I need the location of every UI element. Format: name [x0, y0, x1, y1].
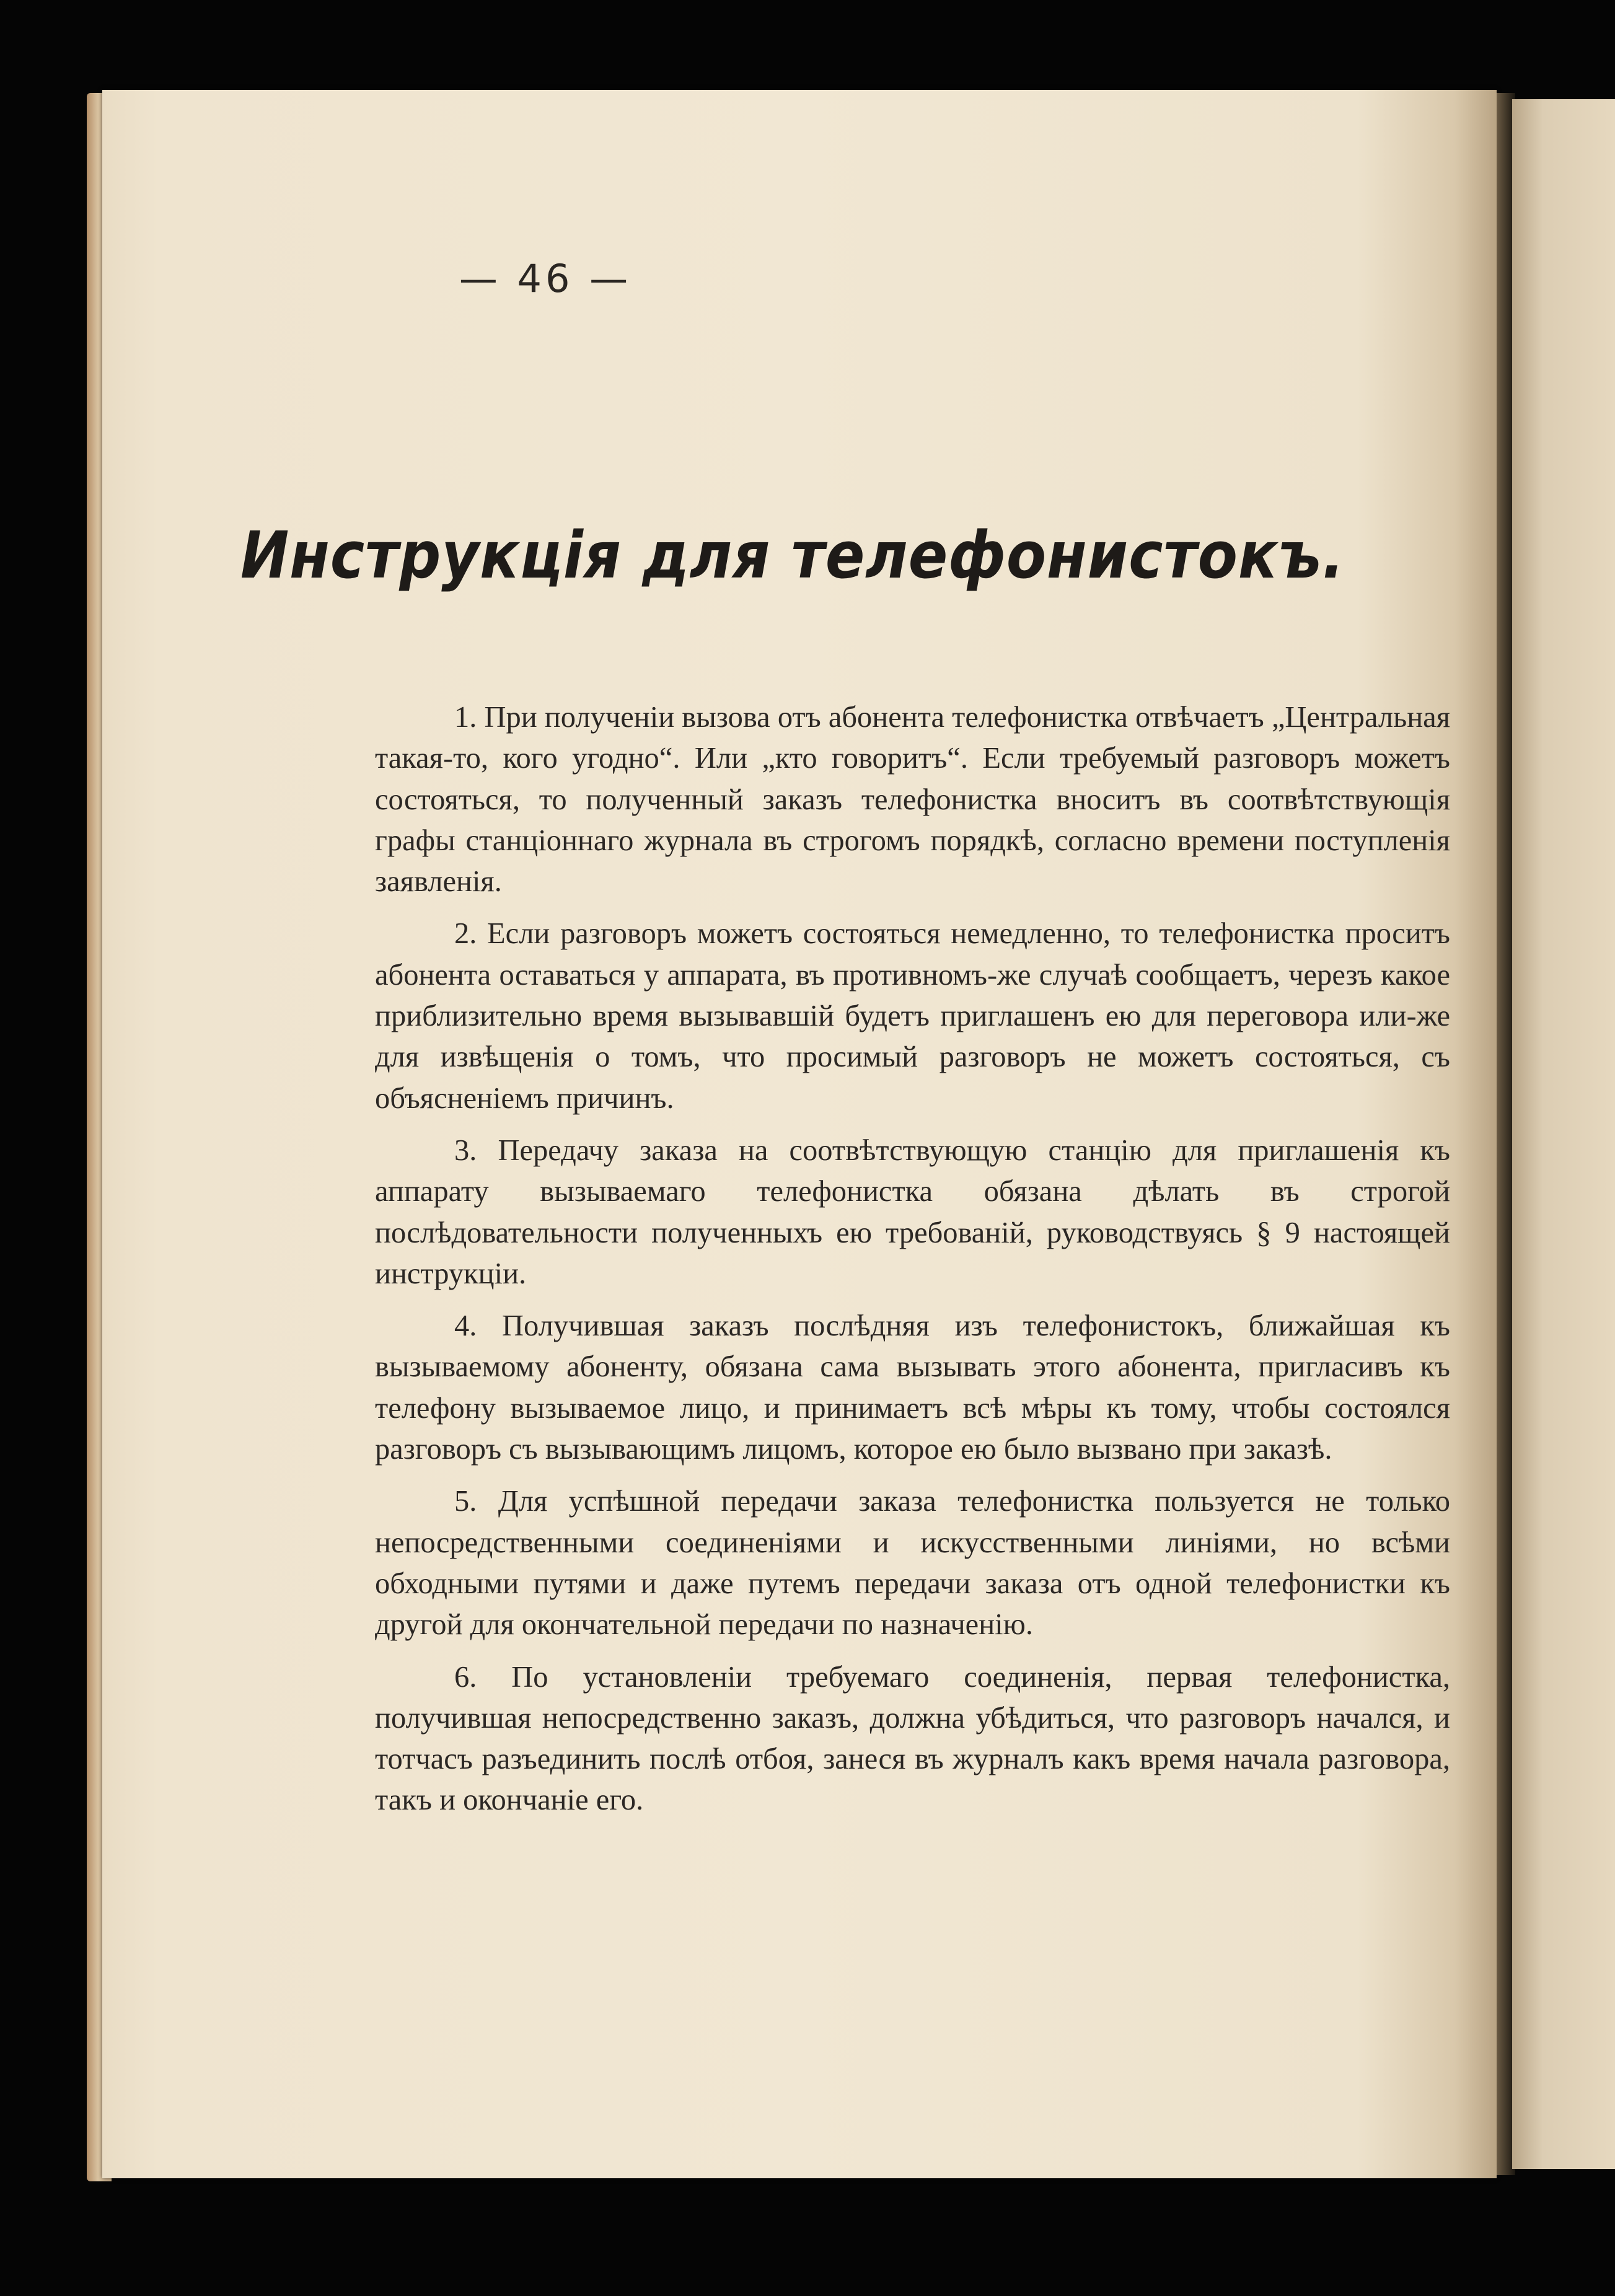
paragraph-2: 2. Если разговоръ можетъ состояться немедленно, то телефонистка проситъ абонента оставаться у аппарата, въ противномъ-же случаѣ сообщаетъ, черезъ какое приблизительно время вызывавшій будетъ приглашенъ ею для переговора или-же для извѣщенія о томъ, что просимый разговоръ не можетъ состояться, съ объясненіемъ причинъ.: [375, 917, 1450, 1115]
page-title: Инструкція для телефонистокъ.: [240, 517, 1345, 593]
paragraph-4: 4. Получившая заказъ послѣдняя изъ телефонистокъ, ближайшая къ вызываемому абоненту, обязана сама вызывать этого абонента, пригласивъ къ телефону вызываемое лицо, и принимаетъ всѣ мѣры къ тому, чтобы состоялся разговоръ съ вызывающимъ лицомъ, которое ею было вызвано при заказѣ.: [375, 1309, 1450, 1466]
book-page: [102, 90, 1497, 2178]
paragraph-1: 1. При полученіи вызова отъ абонента телефонистка отвѣчаетъ „Центральная такая-то, кого угодно“. Или „кто говоритъ“. Если требуемый разговоръ можетъ состояться, то полученный заказъ телефонистка вноситъ въ соотвѣтствующія графы станціоннаго журнала въ строгомъ порядкѣ, согласно времени поступленія заявленія.: [375, 701, 1451, 899]
body-text: [375, 697, 1450, 1832]
paragraph-3: 3. Передачу заказа на соотвѣтствующую станцію для приглашенія къ аппарату вызываемаго телефонистка обязана дѣлать въ строгой послѣдовательности полученныхъ ею требованій, руководствуясь § 9 настоящей инструкціи.: [375, 1133, 1450, 1290]
next-page-edge: [1512, 99, 1615, 2169]
paragraph-6: 6. По установленіи требуемаго соединенія, первая телефонистка, получившая непосредственно заказъ, должна убѣдиться, что разговоръ начался, и тотчасъ разъединить послѣ отбоя, занеся въ журналъ какъ время начала разговора, такъ и окончаніе его.: [375, 1660, 1450, 1817]
page-number: — 46 —: [459, 256, 632, 301]
paragraph-5: 5. Для успѣшной передачи заказа телефонистка пользуется не только непосредственными соединеніями и искусственными линіями, но всѣми обходными путями и даже путемъ передачи заказа отъ одной телефонистки къ другой для окончательной передачи по назначенію.: [375, 1485, 1450, 1642]
